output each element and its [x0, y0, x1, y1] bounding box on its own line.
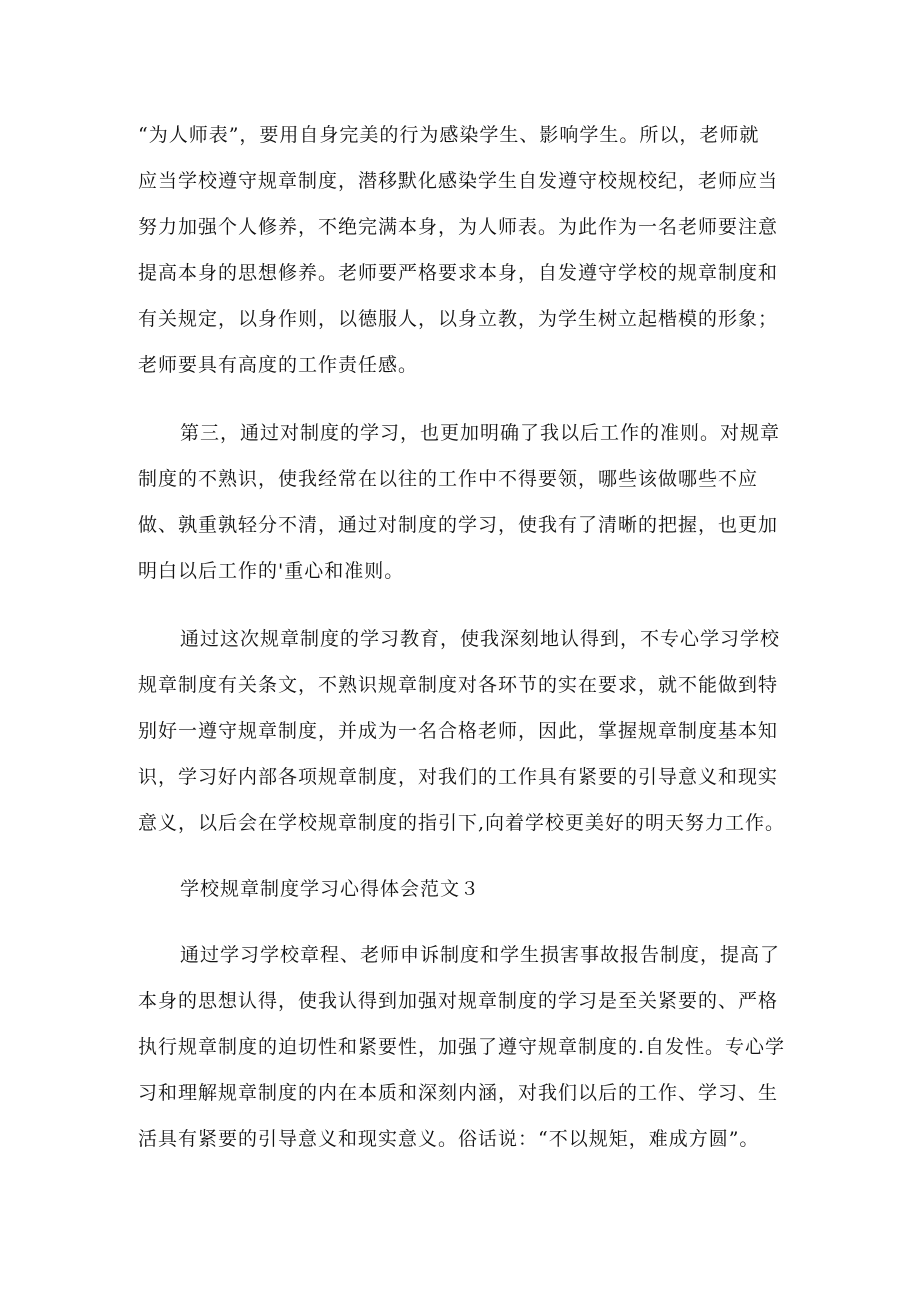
text-line: 本身的思想认得，使我认得到加强对规章制度的学习是至关紧要的、严格 — [138, 990, 779, 1012]
text-line: 做、孰重孰轻分不清，通过对制度的学习，使我有了清晰的把握，也更加 — [138, 514, 779, 536]
text-line: 执行规章制度的迫切性和紧要性，加强了遵守规章制度的.自发性。专心学 — [138, 1036, 786, 1058]
text-line: 通过这次规章制度的学习教育，使我深刻地认得到，不专心学习学校 — [180, 628, 781, 650]
text-line: 识，学习好内部各项规章制度，对我们的工作具有紧要的引导意义和现实 — [138, 766, 779, 788]
text-line: 明白以后工作的'重心和准则。 — [138, 560, 405, 582]
text-line: 通过学习学校章程、老师申诉制度和学生损害事故报告制度，提高了 — [180, 944, 781, 966]
text-line: 规章制度有关条文，不熟识规章制度对各环节的实在要求，就不能做到特 — [138, 674, 779, 696]
text-line: 老师要具有高度的工作责任感。 — [138, 354, 419, 376]
text-line: 第三，通过对制度的学习，也更加明确了我以后工作的准则。对规章 — [180, 422, 781, 444]
text-line: 别好一遵守规章制度，并成为一名合格老师，因此，掌握规章制度基本知 — [138, 720, 779, 742]
text-line: 应当学校遵守规章制度，潜移默化感染学生自发遵守校规校纪，老师应当 — [138, 170, 779, 192]
text-line: 提高本身的思想修养。老师要严格要求本身，自发遵守学校的规章制度和 — [138, 262, 779, 284]
text-line: 意义，以后会在学校规章制度的指引下,向着学校更美好的明天努力工作。 — [138, 812, 786, 834]
text-line: 活具有紧要的引导意义和现实意义。俗话说：“不以规矩，难成方圆”。 — [138, 1128, 760, 1150]
section-heading: 学校规章制度学习心得体会范文３ — [180, 878, 481, 900]
text-line: 习和理解规章制度的内在本质和深刻内涵，对我们以后的工作、学习、生 — [138, 1082, 779, 1104]
text-line: 努力加强个人修养，不绝完满本身，为人师表。为此作为一名老师要注意 — [138, 216, 779, 238]
text-line: 有关规定，以身作则，以德服人，以身立教，为学生树立起楷模的形象； — [138, 308, 779, 330]
text-line: 制度的不熟识，使我经常在以往的工作中不得要领，哪些该做哪些不应 — [138, 468, 759, 490]
text-line: “为人师表”，要用自身完美的行为感染学生、影响学生。所以，老师就 — [138, 124, 760, 146]
